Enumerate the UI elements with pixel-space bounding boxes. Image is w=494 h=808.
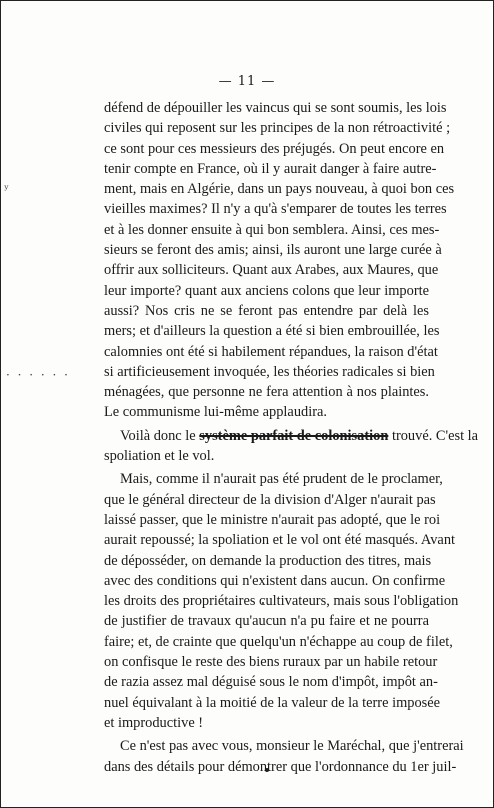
paragraph-4 bbox=[104, 736, 464, 777]
text-line: de justifier de travaux qu'aucun n'a pu faire et ne pourra bbox=[104, 613, 429, 630]
margin-mark-middle: · · · · · · bbox=[6, 368, 70, 382]
text-line: ment, mais en Algérie, dans un pays nouveau, à quoi bon ces bbox=[104, 181, 455, 198]
page-number: — 11 — bbox=[218, 74, 276, 89]
text-line: si artificieusement invoquée, les théories radicales si bien bbox=[104, 363, 435, 380]
text-line: Le communisme lui-même applaudira. bbox=[104, 404, 327, 421]
text-line: Ce n'est pas avec vous, monsieur le Maréchal, que j'entrerai bbox=[120, 738, 464, 755]
text-line: leur importe? quant aux anciens colons que leur importe bbox=[104, 282, 429, 299]
text-line: et improductive ! bbox=[104, 714, 204, 731]
struck-text: système parfait de colonisation bbox=[199, 427, 389, 444]
text-line: offrir aux solliciteurs. Quant aux Arabes, aux Maures, que bbox=[104, 262, 439, 279]
text-line: les droits des propriétaires cultivateurs, mais sous l'obligation bbox=[104, 593, 459, 610]
text-line: on confisque le reste des biens ruraux par un habile retour bbox=[104, 654, 438, 671]
text-line bbox=[104, 426, 479, 446]
margin-mark-top: ʸ bbox=[4, 182, 10, 196]
text-line: ménagées, que personne ne fera attention à nos plaintes. bbox=[104, 384, 429, 401]
text-line: dans des détails pour démontrer que l'ordonnance du 1er juil- bbox=[104, 758, 457, 775]
paragraph-1 bbox=[104, 98, 455, 423]
text-line: défend de dépouiller les vaincus qui se sont soumis, les lois bbox=[104, 100, 447, 116]
paragraph-3 bbox=[104, 469, 459, 733]
text-line: tenir compte en France, où il y aurait danger à faire autre- bbox=[104, 160, 437, 177]
text-line: faire; et, de crainte que quelqu'un n'échappe au coup de filet, bbox=[104, 633, 453, 650]
text-line: que le général directeur de la division d'Alger n'aurait pas bbox=[104, 491, 436, 508]
text-line: Mais, comme il n'aurait pas été prudent de le proclamer, bbox=[120, 471, 443, 488]
text-fragment: Voilà donc le bbox=[120, 427, 200, 444]
text-line: calomnies ont été si habilement répandues, la raison d'état bbox=[104, 343, 438, 360]
text-line: laissé passer, que le ministre n'aurait pas adopté, que le roi bbox=[104, 511, 441, 528]
text-line: nuel équivalant à la moitié de la valeur de la terre imposée bbox=[104, 694, 441, 711]
text-line: aussi? Nos cris ne se feront pas entendre par delà les bbox=[104, 302, 429, 319]
text-line: aurait repoussé; la spoliation et le vol ont été masqués. Avant bbox=[104, 532, 456, 549]
text-line: sieurs se feront des amis; ainsi, ils auront une large curée à bbox=[104, 242, 442, 259]
paragraph-2 bbox=[104, 426, 479, 467]
text-line: civiles qui reposent sur les principes de la non rétroactivité ; bbox=[104, 120, 451, 137]
text-line: vieilles maximes? Il n'y a qu'à s'emparer de toutes les terres bbox=[104, 201, 447, 218]
text-line: avec des conditions qui n'existent dans aucun. On confirme bbox=[104, 572, 446, 589]
text-line: de déposséder, on demande la production des titres, mais bbox=[104, 552, 432, 569]
text-line: de razia assez mal déguisé sous le nom d'impôt, impôt an- bbox=[104, 674, 438, 691]
text-fragment: trouvé. C'est la bbox=[388, 427, 479, 444]
text-line: ce sont pour ces messieurs des préjugés. On peut encore en bbox=[104, 140, 445, 157]
text-line: spoliation et le vol. bbox=[104, 448, 215, 465]
text-line: et à les donner ensuite à qui bon semblera. Ainsi, ces mes- bbox=[104, 221, 440, 238]
body-text bbox=[104, 98, 479, 777]
text-line: mers; et d'ailleurs la question a été si bien embrouillée, les bbox=[104, 323, 440, 340]
